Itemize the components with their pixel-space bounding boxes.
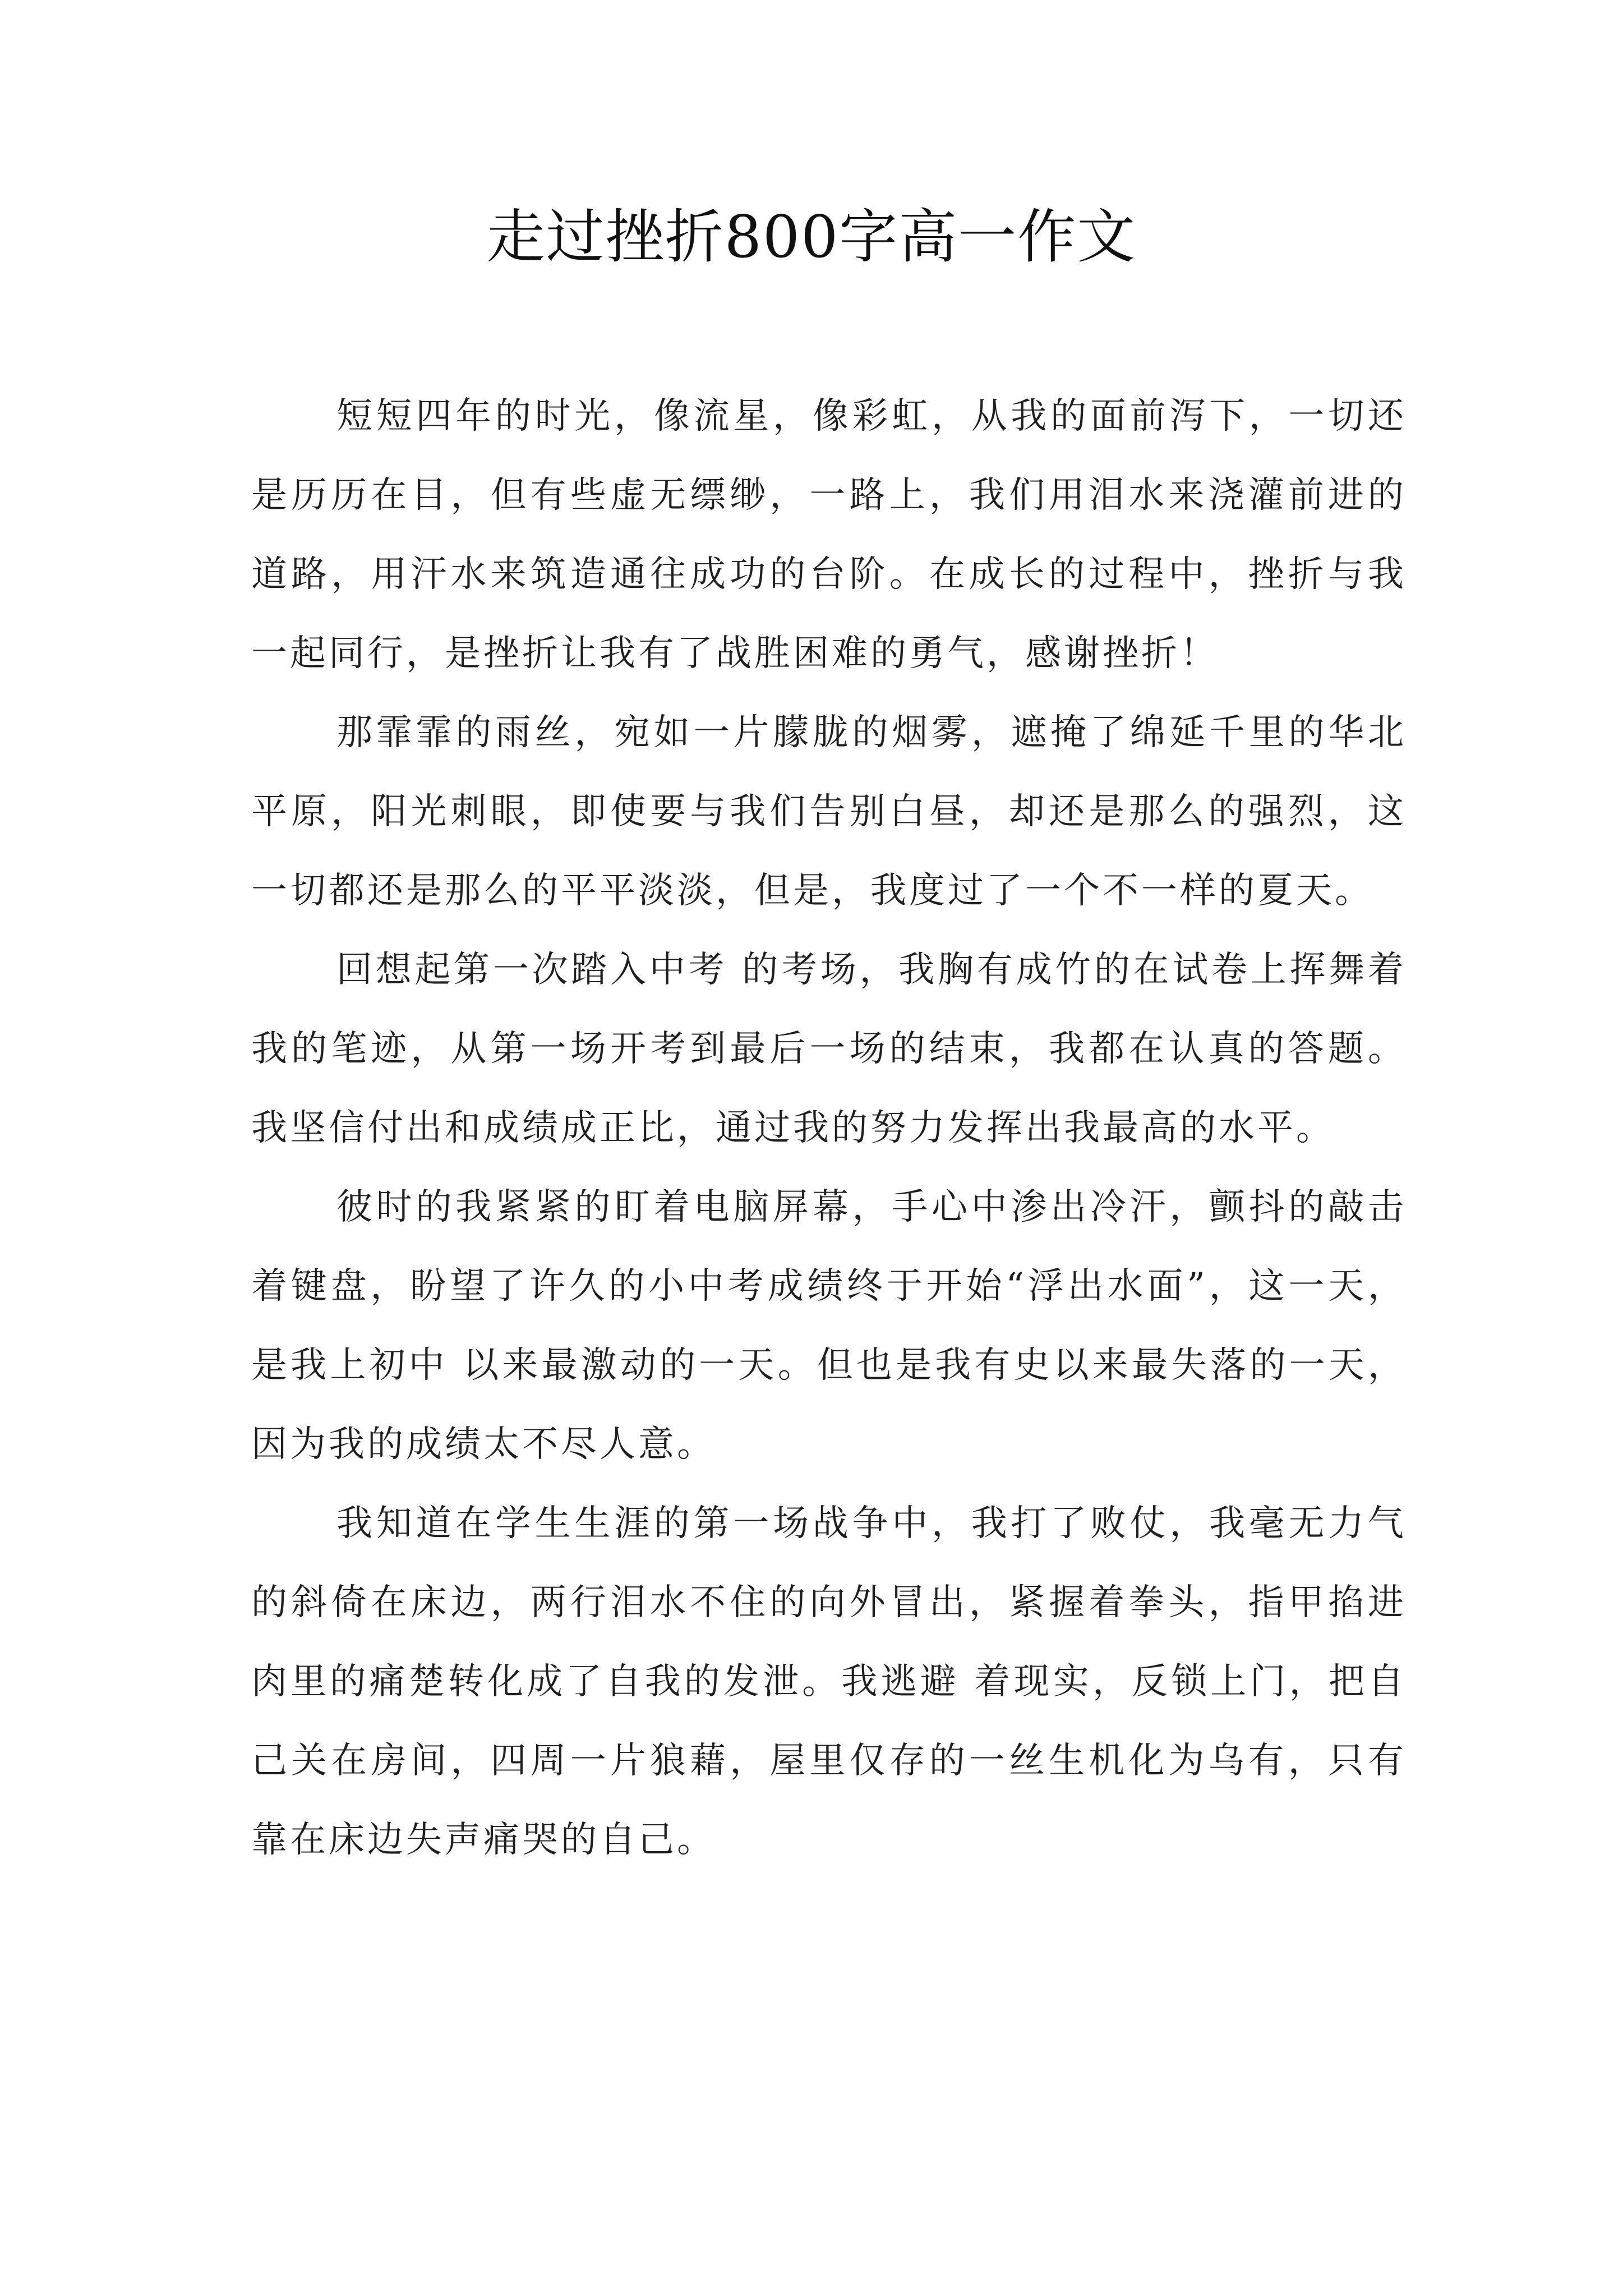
paragraph-5: 我知道在学生生涯的第一场战争中，我打了败仗，我毫无力气的斜倚在床边，两行泪水不住的向外冒出，紧握着拳头，指甲掐进肉里的痛楚转化成了自我的发泄。我逃避 着现实，反锁上门，把自己关在房间，四周一片狼藉，屋里仅存的一丝生机化为乌有，只有靠在床边失声痛哭的自己。 xyxy=(251,1503,1407,1861)
paragraph-1: 短短四年的时光，像流星，像彩虹，从我的面前泻下，一切还是历历在目，但有些虚无缥缈，一路上，我们用泪水来浇灌前进的道路，用汗水来筑造通往成功的台阶。在成长的过程中，挫折与我一起同行，是挫折让我有了战胜困难的勇气，感谢挫折！ xyxy=(251,395,1407,674)
paragraph-4: 彼时的我紧紧的盯着电脑屏幕，手心中渗出冷汗，颤抖的敲击着键盘，盼望了许久的小中考成绩终于开始“浮出水面”，这一天，是我上初中 以来最激动的一天。但也是我有史以来最失落的一天，因为我的成绩太不尽人意。 xyxy=(251,1186,1407,1465)
document-body xyxy=(251,377,1407,1880)
paragraph-3: 回想起第一次踏入中考 的考场，我胸有成竹的在试卷上挥舞着我的笔迹，从第一场开考到最后一场的结束，我都在认真的答题。我坚信付出和成绩成正比，通过我的努力发挥出我最高的水平。 xyxy=(251,949,1407,1149)
paragraph-2: 那霏霏的雨丝，宛如一片朦胧的烟雾，遮掩了绵延千里的华北平原，阳光刺眼，即使要与我们告别白昼，却还是那么的强烈，这一切都还是那么的平平淡淡，但是，我度过了一个不一样的夏天。 xyxy=(251,712,1407,912)
document-title: 走过挫折800字高一作文 xyxy=(486,203,1137,271)
